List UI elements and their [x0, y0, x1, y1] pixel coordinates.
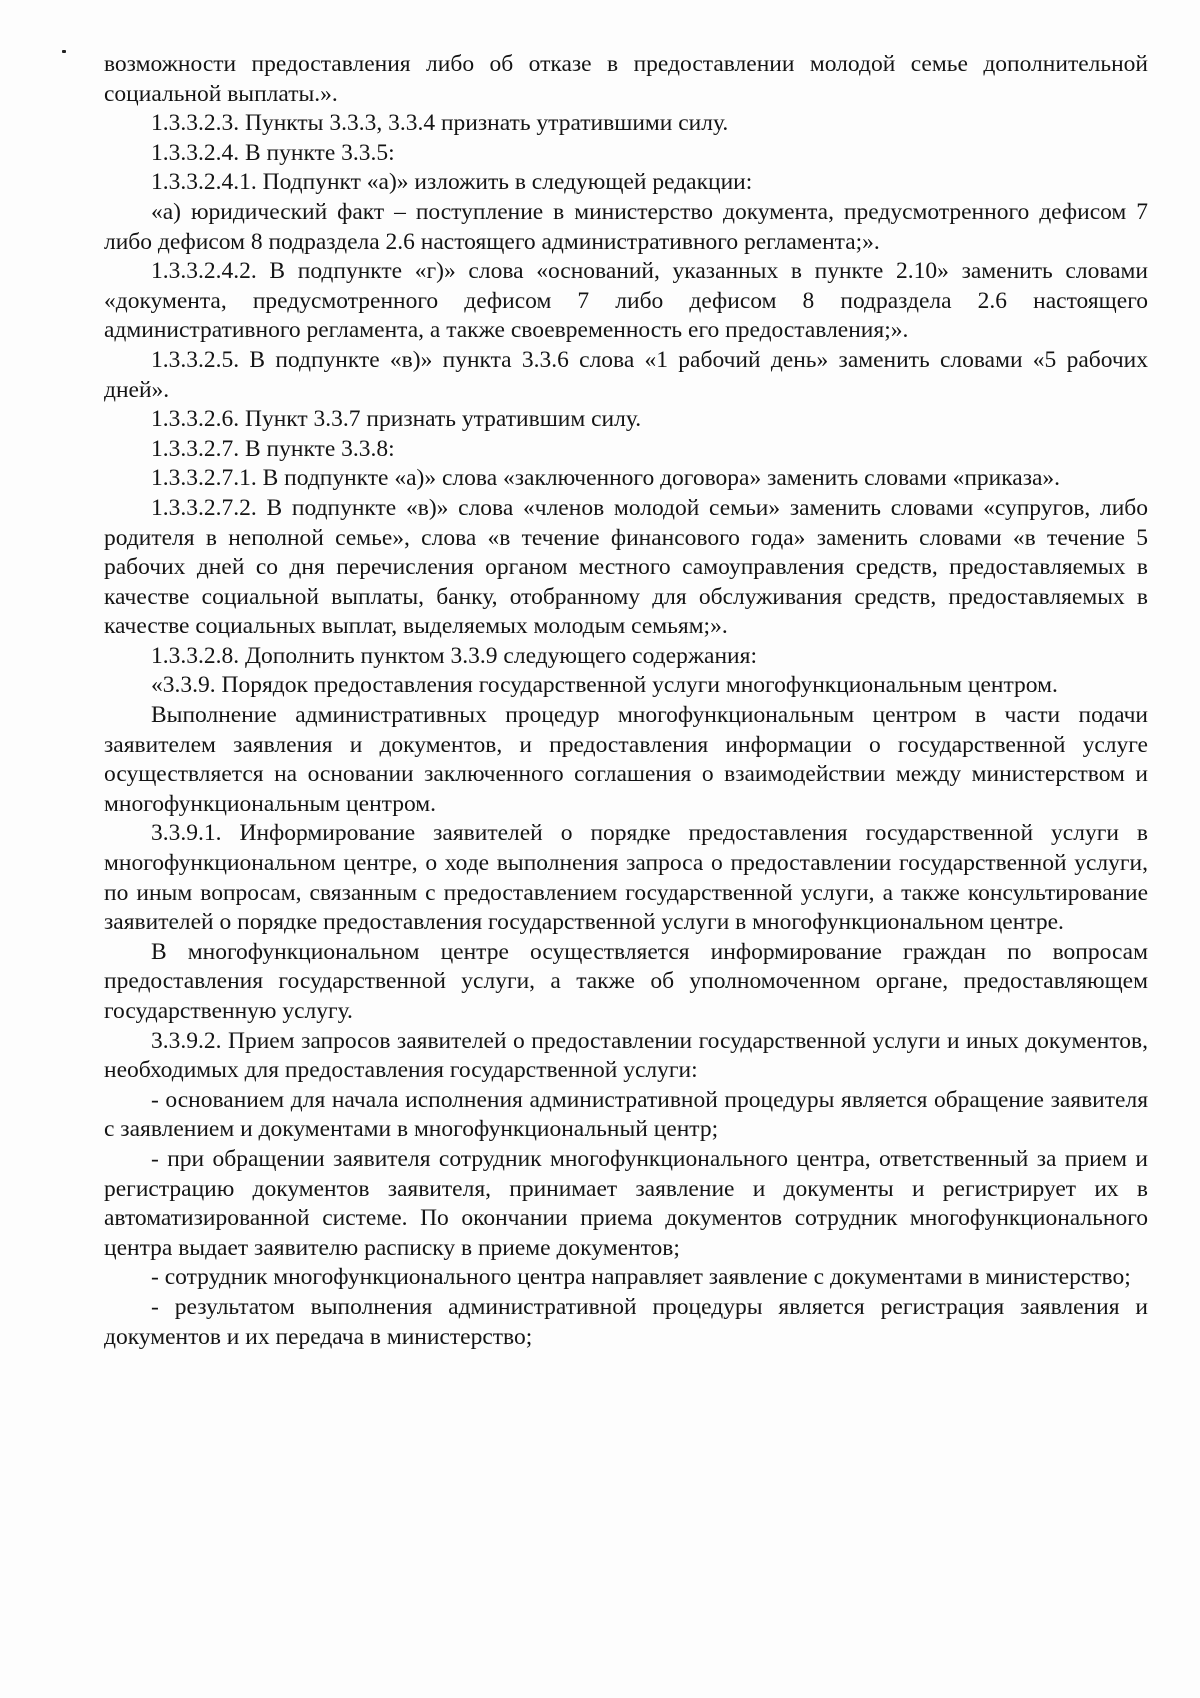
- paragraph-1-3-3-2-4-1: 1.3.3.2.4.1. Подпункт «а)» изложить в следующей редакции:: [151, 169, 753, 196]
- paragraph-1-3-3-2-5: 1.3.3.2.5. В подпункте «в)» пункта 3.3.6 слова «1 рабочий день» заменить словами «5 рабочих дней».: [104, 346, 1148, 403]
- list-item-reception: - при обращении заявителя сотрудник многофункционального центра, ответственный за прием и регистрацию документов заявителя, принимает заявление и документы и регистрирует их в автоматизированной системе. По окончании приема документов сотрудник многофункционального центра выдает заявителю расписку в приеме документов;: [104, 1145, 1148, 1261]
- paragraph-1-3-3-2-4: 1.3.3.2.4. В пункте 3.3.5:: [151, 139, 395, 166]
- paragraph-continuation: возможности предоставления либо об отказе в предоставлении молодой семье дополнительной социальной выплаты.».: [104, 51, 1148, 107]
- paragraph-1-3-3-2-7: 1.3.3.2.7. В пункте 3.3.8:: [151, 435, 395, 462]
- paragraph-3-3-9-2: 3.3.9.2. Прием запросов заявителей о предоставлении государственной услуги и иных документов, необходимых для предоставления государственной услуги:: [104, 1027, 1148, 1084]
- paragraph-1-3-3-2-7-2: 1.3.3.2.7.2. В подпункте «в)» слова «членов молодой семьи» заменить словами «супругов, либо родителя в неполной семье», слова «в течение финансового года» заменить словами «в течение 5 рабочих дней со дня перечисления органом местного самоуправления средств, предоставляемых в качестве социальной выплаты, банку, отобранному для обслуживания средств, предоставляемых в качестве социальных выплат, выделяемых молодым семьям;».: [104, 494, 1148, 640]
- paragraph-1-3-3-2-8: 1.3.3.2.8. Дополнить пунктом 3.3.9 следующего содержания:: [151, 642, 757, 669]
- paragraph-mfc-informing: В многофункциональном центре осуществляется информирование граждан по вопросам предоставления государственной услуги, а также об уполномоченном органе, предоставляющем государственную услугу.: [104, 938, 1148, 1024]
- paragraph-1-3-3-2-4-2: 1.3.3.2.4.2. В подпункте «г)» слова «оснований, указанных в пункте 2.10» заменить словами «документа, предусмотренного дефисом 7 либо дефисом 8 подраздела 2.6 настоящего административного регламента, а также своевременность его предоставления;».: [104, 258, 1148, 344]
- paragraph-3-3-9: «3.3.9. Порядок предоставления государственной услуги многофункциональным центром.: [151, 672, 1058, 699]
- document-body: [104, 50, 1148, 1352]
- scan-artifact-dot: [62, 50, 66, 53]
- paragraph-1-3-3-2-6: 1.3.3.2.6. Пункт 3.3.7 признать утратившим силу.: [151, 406, 642, 433]
- paragraph-subitem-a: «а) юридический факт – поступление в министерство документа, предусмотренного дефисом 7 либо дефисом 8 подраздела 2.6 настоящего административного регламента;».: [104, 198, 1148, 255]
- list-item-result: - результатом выполнения административной процедуры является регистрация заявления и документов и их передача в министерство;: [104, 1293, 1148, 1350]
- paragraph-mfc-procedures: Выполнение административных процедур многофункциональным центром в части подачи заявителем заявления и документов, и предоставления информации о государственной услуге осуществляется на основании заключенного соглашения о взаимодействии между министерством и многофункциональным центром.: [104, 702, 1148, 817]
- paragraph-1-3-3-2-7-1: 1.3.3.2.7.1. В подпункте «а)» слова «заключенного договора» заменить словами «приказа».: [151, 465, 1061, 492]
- paragraph-3-3-9-1: 3.3.9.1. Информирование заявителей о порядке предоставления государственной услуги в многофункциональном центре, о ходе выполнения запроса о предоставлении государственной услуги, по иным вопросам, связанным с предоставлением государственной услуги, а также консультирование заявителей о порядке предоставления государственной услуги в многофункциональном центре.: [104, 820, 1148, 936]
- list-item-basis: - основанием для начала исполнения административной процедуры является обращение заявителя с заявлением и документами в многофункциональный центр;: [104, 1086, 1148, 1143]
- list-item-forwarding: - сотрудник многофункционального центра направляет заявление с документами в министерство;: [151, 1264, 1131, 1291]
- paragraph-1-3-3-2-3: 1.3.3.2.3. Пункты 3.3.3, 3.3.4 признать утратившими силу.: [151, 110, 729, 137]
